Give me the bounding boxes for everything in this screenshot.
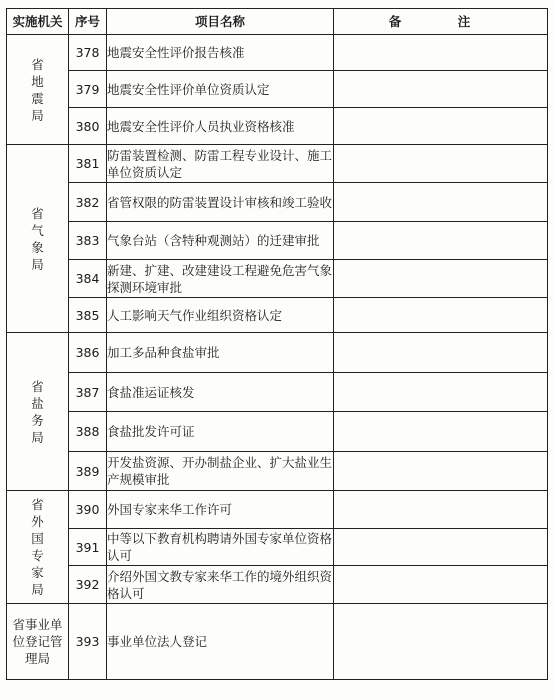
org-name: 省盐务局 [31, 378, 44, 445]
item-name: 事业单位法人登记 [107, 604, 334, 680]
row-number: 385 [69, 298, 107, 333]
note-cell [334, 566, 548, 604]
item-name: 外国专家来华工作许可 [107, 491, 334, 529]
header-name: 项目名称 [107, 9, 334, 35]
item-name: 地震安全性评价报告核准 [107, 35, 334, 71]
org-name: 省气象局 [31, 205, 44, 272]
table-header-row [7, 9, 548, 35]
item-name: 人工影响天气作业组织资格认定 [107, 298, 334, 333]
row-number: 378 [69, 35, 107, 71]
item-name: 新建、扩建、改建建设工程避免危害气象探测环境审批 [107, 260, 334, 298]
note-cell [334, 373, 548, 412]
table-row [7, 71, 548, 108]
table-row [7, 260, 548, 298]
table-row [7, 373, 548, 412]
note-cell [334, 333, 548, 373]
note-cell [334, 145, 548, 183]
row-number: 388 [69, 412, 107, 452]
row-number: 393 [69, 604, 107, 680]
note-cell [334, 183, 548, 222]
org-name: 省地震局 [31, 56, 44, 123]
org-name: 省事业单位登记管理局 [12, 617, 63, 666]
item-name: 中等以下教育机构聘请外国专家单位资格认可 [107, 529, 334, 566]
approval-items-table [6, 8, 548, 680]
item-name: 省管权限的防雷装置设计审核和竣工验收 [107, 183, 334, 222]
table-row [7, 108, 548, 145]
item-name: 食盐批发许可证 [107, 412, 334, 452]
row-number: 379 [69, 71, 107, 108]
table-row [7, 491, 548, 529]
item-name: 气象台站（含特种观测站）的迁建审批 [107, 222, 334, 260]
item-name: 食盐准运证核发 [107, 373, 334, 412]
row-number: 381 [69, 145, 107, 183]
table-row [7, 566, 548, 604]
note-cell [334, 71, 548, 108]
note-cell [334, 491, 548, 529]
table-row [7, 604, 548, 680]
note-cell [334, 260, 548, 298]
org-cell [7, 35, 69, 145]
note-cell [334, 604, 548, 680]
row-number: 382 [69, 183, 107, 222]
item-name: 地震安全性评价单位资质认定 [107, 71, 334, 108]
org-name: 省外国专家局 [31, 497, 44, 597]
table-row [7, 412, 548, 452]
item-name: 开发盐资源、开办制盐企业、扩大盐业生产规模审批 [107, 452, 334, 491]
row-number: 384 [69, 260, 107, 298]
row-number: 392 [69, 566, 107, 604]
row-number: 387 [69, 373, 107, 412]
org-cell [7, 491, 69, 604]
note-cell [334, 452, 548, 491]
row-number: 389 [69, 452, 107, 491]
table-row [7, 35, 548, 71]
table-row [7, 452, 548, 491]
item-name: 加工多品种食盐审批 [107, 333, 334, 373]
note-cell [334, 108, 548, 145]
header-no: 序号 [69, 9, 107, 35]
row-number: 386 [69, 333, 107, 373]
item-name: 介绍外国文教专家来华工作的境外组织资格认可 [107, 566, 334, 604]
org-cell [7, 604, 69, 680]
item-name: 地震安全性评价人员执业资格核准 [107, 108, 334, 145]
note-cell [334, 222, 548, 260]
row-number: 383 [69, 222, 107, 260]
org-cell [7, 333, 69, 491]
note-cell [334, 298, 548, 333]
header-note: 备 注 [334, 9, 548, 35]
note-cell [334, 35, 548, 71]
table-row [7, 222, 548, 260]
org-cell [7, 145, 69, 333]
item-name: 防雷装置检测、防雷工程专业设计、施工单位资质认定 [107, 145, 334, 183]
table-row [7, 183, 548, 222]
row-number: 380 [69, 108, 107, 145]
row-number: 390 [69, 491, 107, 529]
table-row [7, 529, 548, 566]
header-org: 实施机关 [7, 9, 69, 35]
row-number: 391 [69, 529, 107, 566]
table-row [7, 333, 548, 373]
note-cell [334, 412, 548, 452]
table-row [7, 298, 548, 333]
note-cell [334, 529, 548, 566]
table-row [7, 145, 548, 183]
